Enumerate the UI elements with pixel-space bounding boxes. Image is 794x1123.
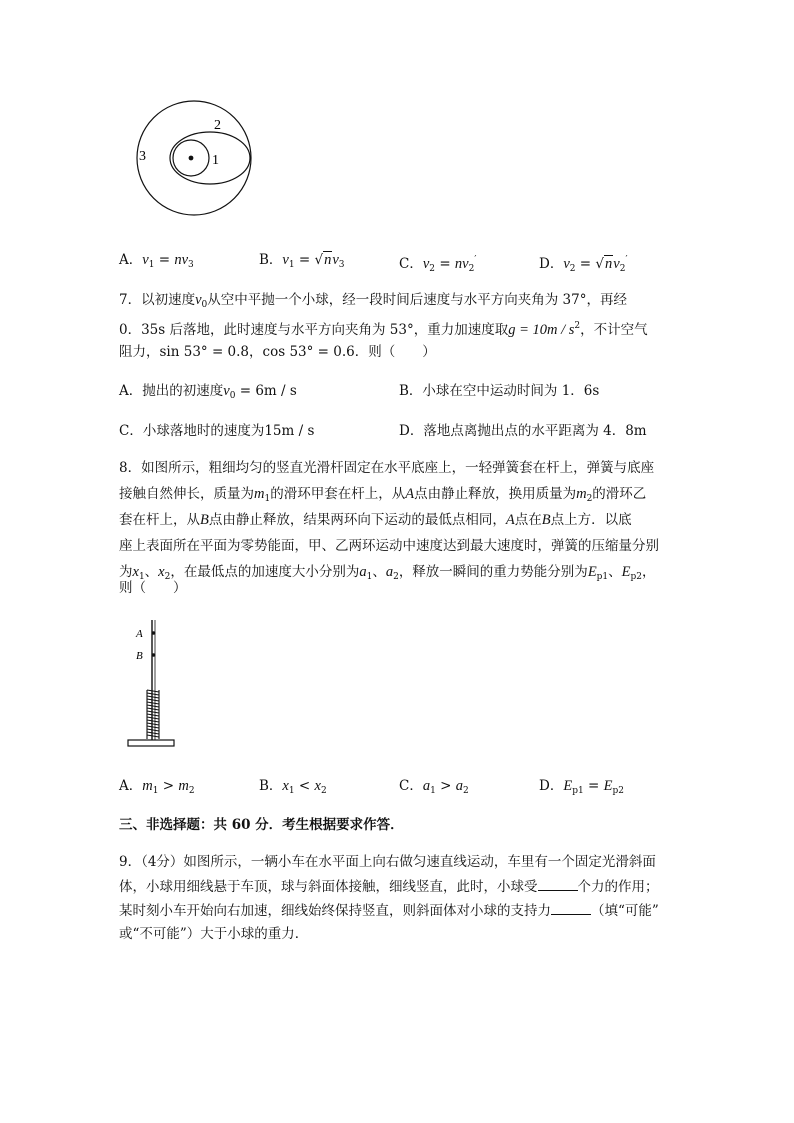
q7-line-1: 7．以初速度$v_0$从空中平抛一个小球，经一段时间后速度与水平方向夹角为 37°，再经	[119, 292, 627, 310]
point-b-marker	[152, 653, 156, 657]
q8-option-c: C．$a_1 > a_2$	[399, 778, 469, 796]
point-a-label: A	[136, 628, 143, 640]
orbit-3-circle	[137, 101, 251, 215]
q6-option-d: D．$v_2 = √nv_2'$	[539, 255, 628, 274]
q8-option-a: A．$m_1 > m_2$	[119, 778, 195, 796]
orbit-label-2: 2	[214, 118, 221, 133]
orbit-label-3: 3	[139, 149, 146, 164]
q8-line-2: 接触自然伸长，质量为$m_1$的滑环甲套在杆上，从A点由静止释放，换用质量为$m_2$的滑环乙	[119, 486, 647, 504]
orbit-2-ellipse	[170, 132, 250, 184]
q6-option-b: B．$v_1 = √nv_3$	[259, 252, 345, 270]
q8-line-4: 座上表面所在平面为零势能面，甲、乙两环运动中速度达到最大速度时，弹簧的压缩量分别	[119, 538, 659, 554]
q7-option-d: D．落地点离抛出点的水平距离为 4．8m	[399, 423, 647, 439]
planet-center-dot	[189, 156, 194, 161]
answer-blank-2[interactable]	[551, 900, 591, 915]
q8-option-d: D．$E_{p1} = E_{p2}$	[539, 778, 624, 796]
q7-option-c: C．小球落地时的速度为15m / s	[119, 423, 315, 439]
q9-line-1: 9．（4分）如图所示，一辆小车在水平面上向右做匀速直线运动，车里有一个固定光滑斜面	[119, 854, 656, 870]
q8-line-1: 8．如图所示，粗细均匀的竖直光滑杆固定在水平底座上，一轻弹簧套在杆上，弹簧与底座	[119, 460, 655, 476]
q7-line-3: 阻力，sin 53° = 0.8，cos 53° = 0.6．则（ ）	[119, 344, 436, 360]
q7-option-b: B．小球在空中运动时间为 1．6s	[399, 383, 600, 399]
q9-line-2: 体，小球用细线悬于车顶，球与斜面体接触，细线竖直，此时，小球受 个力的作用；	[119, 876, 659, 897]
sqrt-symbol: √n	[314, 252, 332, 268]
orbit-diagram	[128, 98, 264, 222]
point-a-marker	[152, 631, 156, 635]
sqrt-symbol: √n	[595, 256, 613, 272]
orbit-label-1: 1	[212, 153, 219, 168]
spring-coil	[147, 690, 159, 739]
section-3-heading: 三、非选择题：共 60 分．考生根据要求作答．	[119, 817, 404, 833]
point-b-label: B	[136, 650, 143, 662]
answer-blank-1[interactable]	[538, 876, 578, 891]
q6-option-a: A．$v_1 = nv_3$	[119, 252, 194, 270]
q8-line-3: 套在杆上，从B点由静止释放，结果两环向下运动的最低点相同，A点在B点上方．以底	[119, 512, 632, 528]
q9-line-3: 某时刻小车开始向右加速，细线始终保持竖直，则斜面体对小球的支持力 （填“可能”	[119, 900, 659, 921]
q8-line-5: 为$x_1$、$x_2$，在最低点的加速度大小分别为$a_1$、$a_2$，释放一瞬间的重力势能分别为$E_{p1}$、$E_{p2}$，	[119, 564, 656, 582]
q7-line-2: 0．35s 后落地，此时速度与水平方向夹角为 53°，重力加速度取$g = 10m / s^2$，不计空气	[119, 321, 648, 338]
q8-line-6: 则（ ）	[119, 580, 187, 596]
q7-option-a: A．抛出的初速度$v_0 = 6m / s$	[119, 383, 297, 401]
q6-option-c: C．$v_2 = nv_2'$	[399, 255, 477, 274]
q9-line-4: 或“不可能”）大于小球的重力．	[119, 926, 309, 942]
q8-option-b: B．$x_1 < x_2$	[259, 778, 327, 796]
base-plate	[128, 740, 174, 746]
spring-rod-diagram	[124, 618, 180, 752]
